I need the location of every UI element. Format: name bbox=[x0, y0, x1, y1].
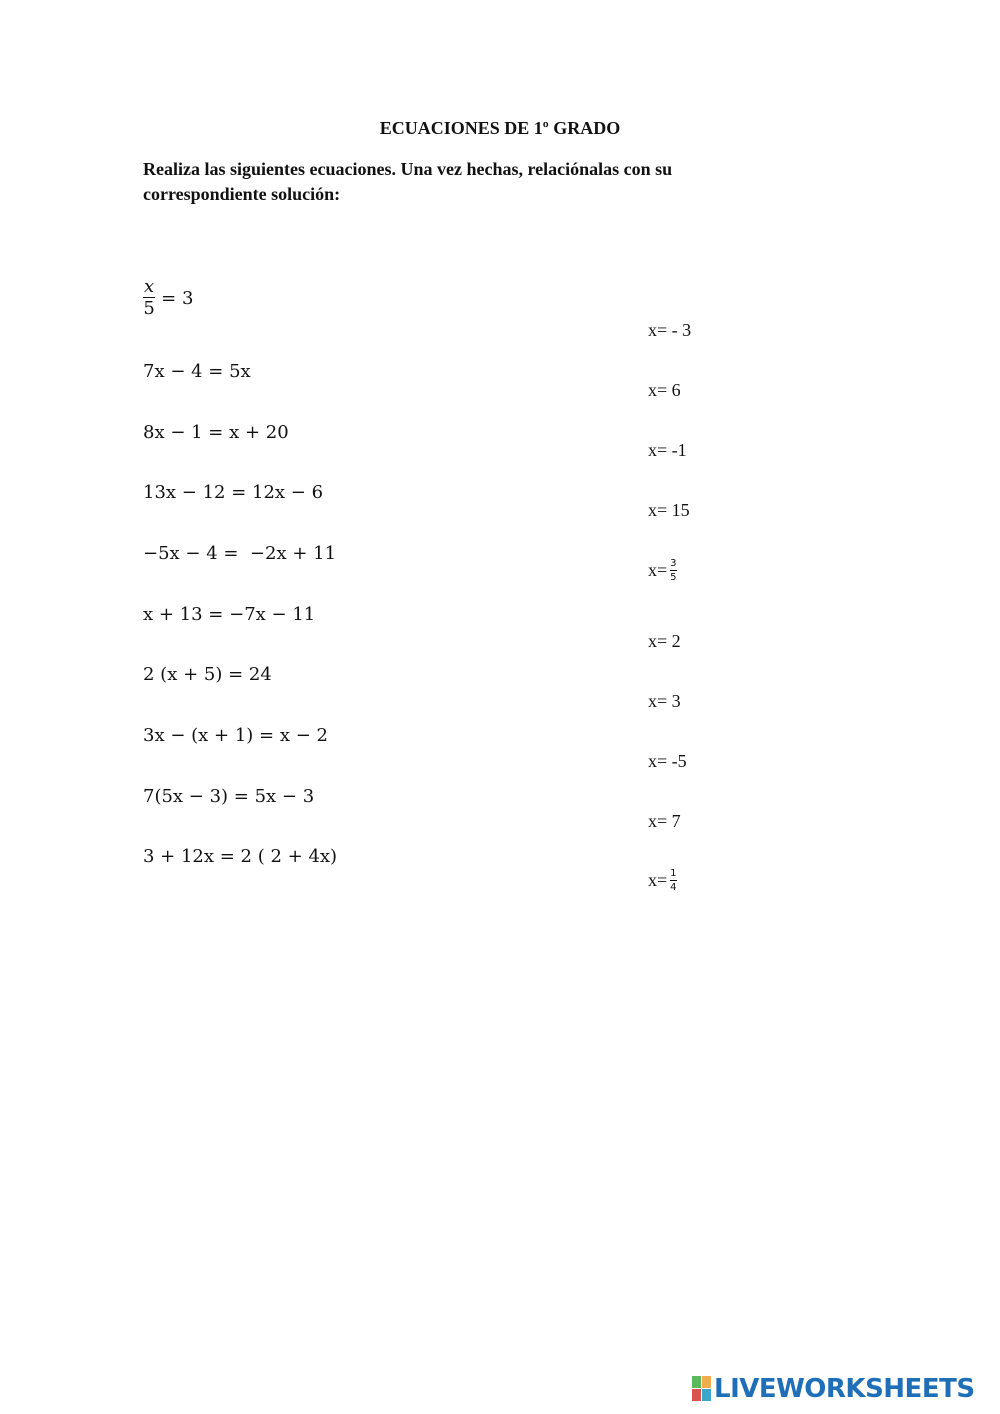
logo-square-teal bbox=[702, 1389, 711, 1401]
logo-square-orange bbox=[702, 1376, 711, 1388]
solution-3: x= -1 bbox=[648, 440, 687, 460]
solution-fraction-bar bbox=[670, 880, 676, 881]
solution-7: x= 3 bbox=[648, 691, 681, 711]
equation-10: 3 + 12x = 2 ( 2 + 4x) bbox=[143, 846, 338, 867]
equation-4: 13x − 12 = 12x − 6 bbox=[143, 482, 324, 503]
fraction-numerator: x bbox=[144, 276, 155, 297]
equation-3: 8x − 1 = x + 20 bbox=[143, 422, 289, 443]
equation-2: 7x − 4 = 5x bbox=[143, 361, 251, 382]
equation-1-rest: = 3 bbox=[161, 287, 194, 309]
solution-fraction-denominator: 5 bbox=[670, 572, 677, 583]
instructions-text: Realiza las siguientes ecuaciones. Una vez hechas, relaciónalas con su correspondiente solución: bbox=[143, 159, 673, 204]
solution-5 bbox=[648, 558, 677, 583]
solution-10-prefix: x= bbox=[648, 870, 668, 890]
solution-8: x= -5 bbox=[648, 751, 687, 771]
solution-6: x= 2 bbox=[648, 631, 681, 651]
solution-fraction bbox=[670, 558, 676, 583]
equation-8: 3x − (x + 1) = x − 2 bbox=[143, 725, 328, 746]
solution-fraction-numerator: 3 bbox=[670, 558, 677, 569]
solution-4: x= 15 bbox=[648, 500, 690, 520]
solution-10 bbox=[648, 868, 677, 893]
logo-square-green bbox=[692, 1376, 701, 1388]
fraction-denominator: 5 bbox=[143, 298, 155, 319]
solution-fraction-denominator: 4 bbox=[670, 882, 677, 893]
liveworksheets-logo bbox=[692, 1372, 975, 1406]
equation-5: −5x − 4 = −2x + 11 bbox=[143, 543, 337, 564]
equation-9: 7(5x − 3) = 5x − 3 bbox=[143, 786, 315, 807]
fraction bbox=[143, 277, 155, 320]
solution-2: x= 6 bbox=[648, 380, 681, 400]
solution-fraction bbox=[670, 868, 676, 893]
logo-square-red bbox=[692, 1389, 701, 1401]
solution-fraction-numerator: 1 bbox=[670, 868, 677, 879]
worksheet-title: ECUACIONES DE 1º GRADO bbox=[379, 118, 621, 138]
solution-1: x= - 3 bbox=[648, 320, 692, 340]
liveworksheets-logo-icon bbox=[692, 1376, 712, 1402]
solution-9: x= 7 bbox=[648, 811, 681, 831]
liveworksheets-logo-text: LIVEWORKSHEETS bbox=[714, 1374, 975, 1404]
equation-6: x + 13 = −7x − 11 bbox=[143, 604, 316, 625]
equation-7: 2 (x + 5) = 24 bbox=[143, 664, 272, 685]
solution-fraction-bar bbox=[670, 570, 676, 571]
equation-1 bbox=[143, 277, 193, 320]
solution-5-prefix: x= bbox=[648, 560, 668, 580]
